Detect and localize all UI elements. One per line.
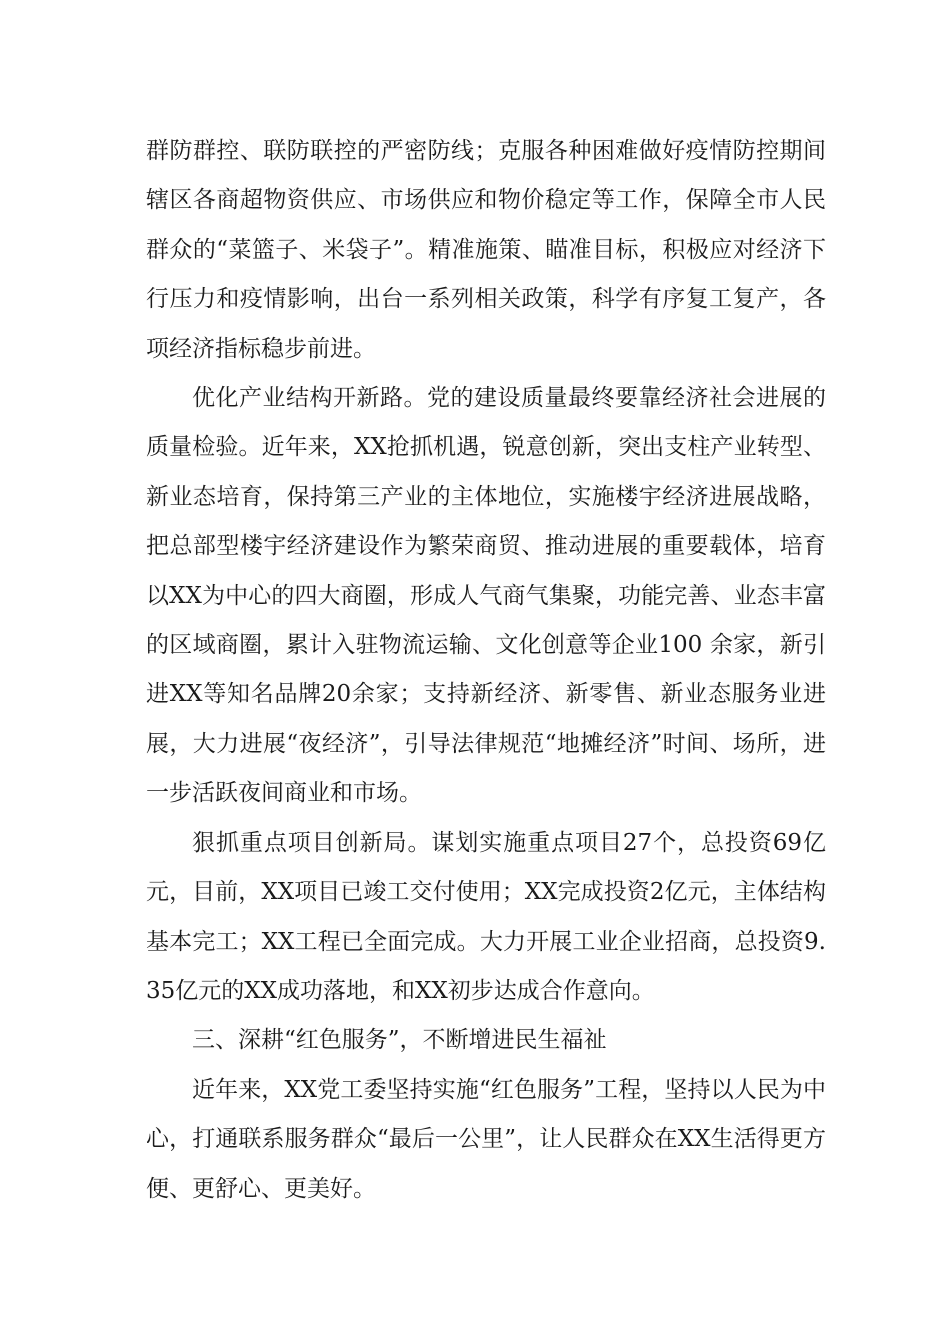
- paragraph-industry-structure: 优化产业结构开新路。党的建设质量最终要靠经济社会进展的质量检验。近年来，XX抢抓机遇，锐意创新，突出支柱产业转型、新业态培育，保持第三产业的主体地位，实施楼宇经济进展战略，把总部型楼宇经济建设作为繁荣商贸、推动进展的重要载体，培育以XX为中心的四大商圈，形成人气商气集聚，功能完善、业态丰富的区域商圈，累计入驻物流运输、文化创意等企业100 余家，新引进XX等知名品牌20余家；支持新经济、新零售、新业态服务业进展，大力进展“夜经济”，引导法律规范“地摊经济”时间、场所，进一步活跃夜间商业和市场。: [146, 385, 826, 807]
- section-heading-red-service: 三、深耕“红色服务”，不断增进民生福祉: [192, 1027, 607, 1054]
- paragraph-continuation: 群防群控、联防联控的严密防线；克服各种困难做好疫情防控期间辖区各商超物资供应、市场供应和物价稳定等工作，保障全市人民群众的“菜篮子、米袋子”。精准施策、瞄准目标，积极应对经济下行压力和疫情影响，出台一系列相关政策，科学有序复工复产，各项经济指标稳步前进。: [146, 138, 826, 362]
- paragraph-key-projects: 狠抓重点项目创新局。谋划实施重点项目27个，总投资69亿元，目前，XX项目已竣工交付使用；XX完成投资2亿元，主体结构基本完工；XX工程已全面完成。大力开展工业企业招商，总投资9.35亿元的XX成功落地，和XX初步达成合作意向。: [146, 829, 826, 1004]
- document-body: [146, 127, 826, 1214]
- paragraph-red-service: 近年来，XX党工委坚持实施“红色服务”工程，坚持以人民为中心，打通联系服务群众“最后一公里”，让人民群众在XX生活得更方便、更舒心、更美好。: [146, 1076, 826, 1202]
